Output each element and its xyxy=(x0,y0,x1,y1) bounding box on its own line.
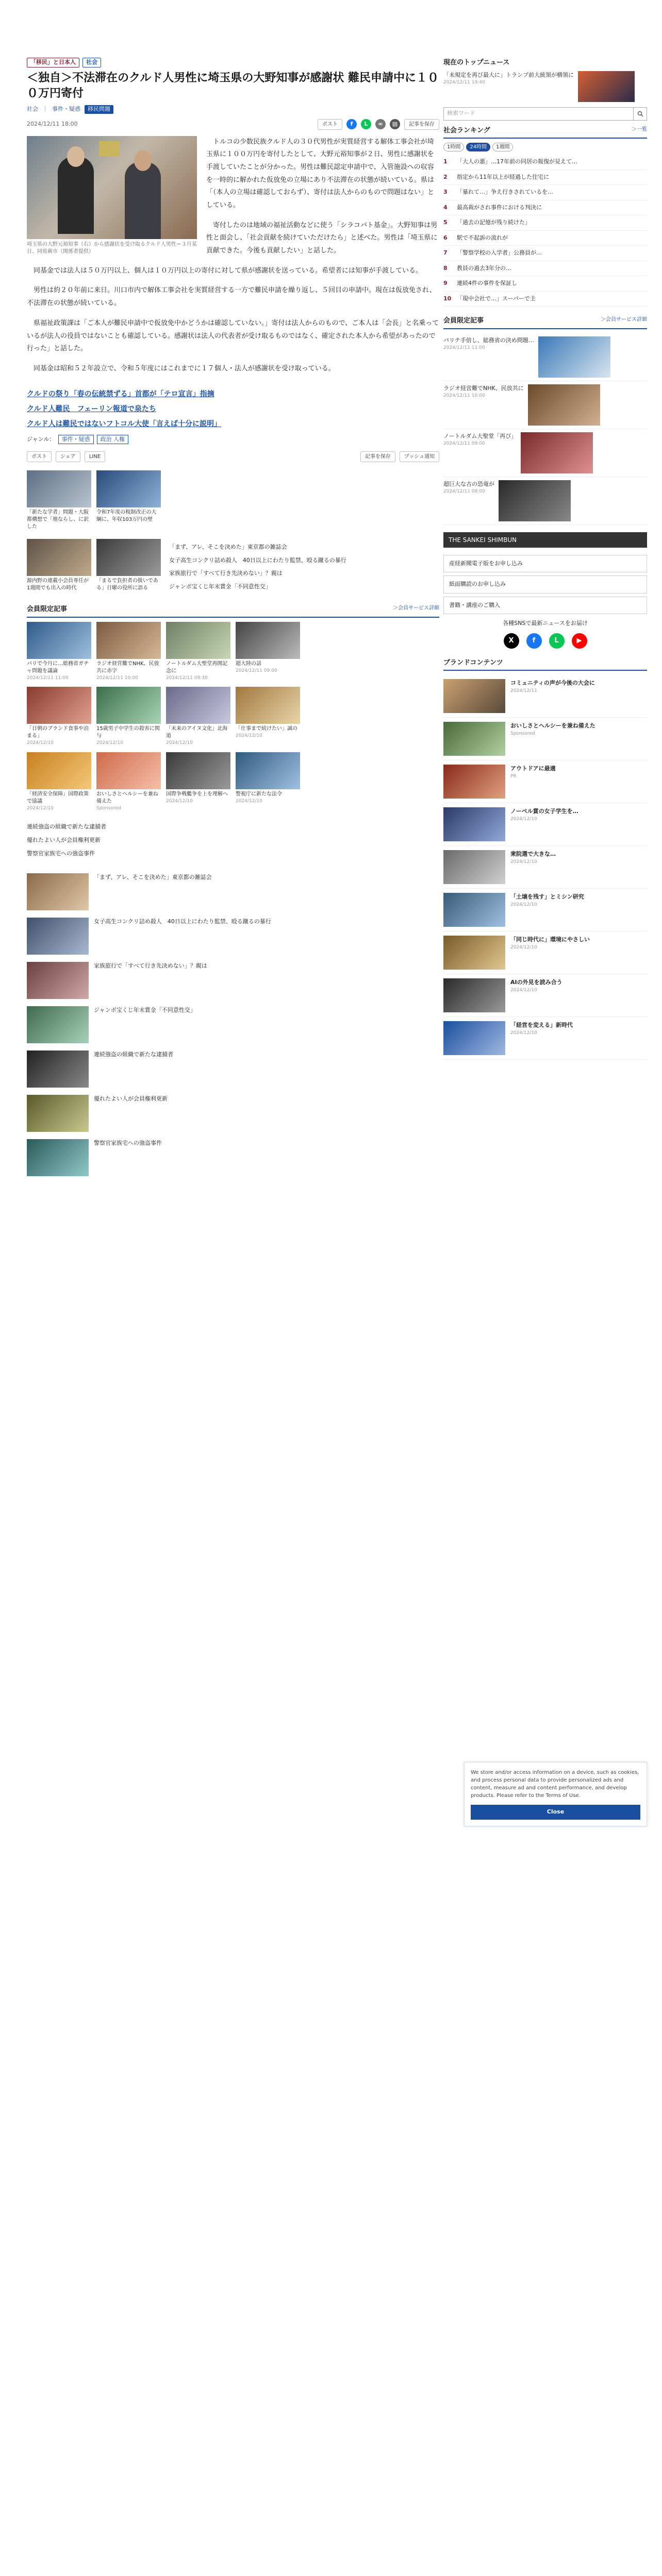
genre-tag[interactable]: 政治 人権 xyxy=(97,435,129,445)
list-item[interactable]: 連続強盗の組織で新たな逮捕者 xyxy=(27,1050,439,1088)
text-link[interactable]: 優れたよい人が会員権利更新 xyxy=(27,837,101,844)
tab-1h[interactable]: 1時間 xyxy=(443,143,464,151)
news-card[interactable]: 「まるで負担者の扱いである」日曜の役所に語る xyxy=(96,539,161,595)
text-link[interactable]: ジャンボ宝くじ年末賞金「不同意性交」 xyxy=(169,583,271,590)
article-date: 2024/12/11 18:00 xyxy=(27,120,78,127)
member-card[interactable]: おいしさとヘルシーを兼ね備えた Sponsored xyxy=(96,752,161,812)
print-icon[interactable]: ▤ xyxy=(390,119,400,129)
member-card[interactable]: 「日朝のブランド食事や泊まる」 2024/12/10 xyxy=(27,687,91,747)
side-links xyxy=(169,470,439,595)
ranking-item[interactable]: 4 最高裁がされ事件における判決に xyxy=(443,200,647,216)
ranking-item[interactable]: 8 教員の過去3年分の… xyxy=(443,261,647,277)
paragraph: 男性は約２０年前に来日。川口市内で解体工事会社を実質経営する一方で難民申請を繰り返し、５回目の申請中。現在は仮放免され、不法滞在の状態が続いている。 xyxy=(27,286,436,308)
member-more-link[interactable]: ＞会員サービス詳細 xyxy=(393,605,439,612)
brand-item[interactable]: AIの外見を読み合う 2024/12/10 xyxy=(443,974,647,1017)
text-link[interactable]: 女子高生コンクリ詰め殺人 40日以上にわたり監禁、殴る蹴るの暴行 xyxy=(169,556,346,564)
brand-item[interactable]: ノーベル賞の女子学生を… 2024/12/10 xyxy=(443,803,647,846)
text-link[interactable]: 警察官家族宅への強盗事件 xyxy=(27,850,95,857)
ranking-item[interactable]: 9 連続4件の事件を保証し xyxy=(443,276,647,292)
paragraph: トルコの少数民族クルド人の３０代男性が実質経営する解体工事会社が埼玉県に１００万円を寄付したとして、大野元裕知事が２日、男性に感謝状を手渡していたことが分かった。男性は難民認定申請中で、入管施設への収容を一時的に解かれた仮放免の立場にあり不法滞在の状態が続いている。県は「（本人の立場は確認しておらず）、寄付は法人からのもので問題はない」としている。 xyxy=(206,138,435,210)
related-link[interactable]: クルド人は難民ではないフトコル大使「言えば十分に説明」 xyxy=(27,419,222,428)
news-card[interactable]: 源内野の連載小会員専任が1週間でも出入の時代 xyxy=(27,539,91,595)
member-card[interactable]: 「仕事まで続けたい」誠の 2024/12/10 xyxy=(236,687,300,747)
member-section-title: 会員限定記事 ＞会員サービス詳細 xyxy=(27,604,439,618)
related-cards xyxy=(27,470,161,595)
paragraph: 県福祉政策課は「ご本人が難民申請中で仮放免中かどうかは確認していない。」寄付は法人からのもので、ご本人は「会長」と名乗っているが法人の役員ではないことも確認している。感謝状は法人の代表者が受け取るものではなく、確定された本人から希望があったので行った」と話した。 xyxy=(27,319,439,353)
brand-item[interactable]: 衆院選で大きな… 2024/12/10 xyxy=(443,846,647,889)
side-member-list xyxy=(443,333,647,525)
ranking-item[interactable]: 1 「大人の悪」…17年前の同居の報復が見えて… xyxy=(443,155,647,170)
share-bar-bottom xyxy=(27,451,439,462)
facebook-icon[interactable]: f xyxy=(346,119,357,129)
paragraph: 同基金では法人は５０万円以上、個人は１０万円以上の寄付に対して県が感謝状を送っている。希望者には知事が手渡している。 xyxy=(34,266,423,275)
brand-item[interactable]: 「経営を変える」新時代 2024/12/10 xyxy=(443,1017,647,1060)
brand-item[interactable]: おいしさとヘルシーを兼ね備えた Sponsored xyxy=(443,718,647,760)
ranking-item[interactable]: 3 「暴れて…」争え行きされているを… xyxy=(443,185,647,200)
member-card[interactable]: 「未来のアイヌ文化」北海道 2024/12/10 xyxy=(166,687,230,747)
ranking-more[interactable]: ＞一覧 xyxy=(632,126,647,132)
list-item[interactable]: 優れたよい人が会員権利更新 xyxy=(27,1095,439,1132)
ranking-list xyxy=(443,155,647,307)
member-item[interactable]: ラジオ経営難でNHK、民放共に 2024/12/11 10:00 xyxy=(443,381,647,429)
list-links xyxy=(27,822,439,858)
brand-list xyxy=(443,675,647,1060)
social-title: 各種SNSで最新ニュースをお届け xyxy=(503,620,588,626)
tab-1w[interactable]: 1週間 xyxy=(492,143,513,151)
member-card[interactable]: 超大陸の話 2024/12/11 09:00 xyxy=(236,622,300,682)
line-button-bottom[interactable]: LINE xyxy=(85,451,105,462)
member-item[interactable]: 超巨大な古の恐竜が 2024/12/11 08:00 xyxy=(443,477,647,525)
genre-label: ジャンル： xyxy=(27,435,55,443)
breadcrumb xyxy=(27,105,439,114)
brand-item[interactable]: 「同じ時代に」環境にやさしい 2024/12/10 xyxy=(443,931,647,974)
member-card[interactable]: 警視庁に新たな法令 2024/12/10 xyxy=(236,752,300,812)
post-button[interactable]: ポスト xyxy=(318,119,342,130)
brand-title: ブランドコンテンツ xyxy=(443,658,647,671)
side-member-title: 会員限定記事 ＞会員サービス詳細 xyxy=(443,316,647,329)
consent-dialog xyxy=(464,1762,647,1826)
ranking-item[interactable]: 10 「現中会社で…」スーパーで主 xyxy=(443,292,647,307)
youtube-icon[interactable]: ▶ xyxy=(572,633,587,649)
side-member-more[interactable]: ＞会員サービス詳細 xyxy=(601,317,647,323)
paragraph: 同基金は昭和５２年設立で、令和５年度にはこれまでに１７個人・法人が感謝状を受け取っている。 xyxy=(34,364,335,372)
member-card[interactable]: 15歳男子中学生の殺害に関与 2024/12/10 xyxy=(96,687,161,747)
brand-item[interactable]: 「土壌を残す」とミシン研究 2024/12/10 xyxy=(443,889,647,931)
article-title: ＜独自＞不法滞在のクルド人男性に埼玉県の大野知事が感謝状 難民申請中に１００万円寄付 xyxy=(27,71,439,100)
more-list xyxy=(27,873,439,1176)
news-card[interactable]: 「新たな学者」問題・大阪都構想で「地ならし、に訳した xyxy=(27,470,91,534)
search-icon[interactable] xyxy=(633,108,647,120)
service-link[interactable]: 書籍・講座のご購入 xyxy=(443,597,647,615)
member-card[interactable]: ラジオ経営難でNHK、民放共に赤字 2024/12/11 10:00 xyxy=(96,622,161,682)
related-link[interactable]: クルド人難民 フェーリン報道で泉たち xyxy=(27,404,156,413)
meta-row xyxy=(27,119,439,130)
tag-society[interactable]: 社会 xyxy=(82,58,101,67)
ranking-item[interactable]: 7 「警察学校の入学者」公務員が… xyxy=(443,246,647,261)
photo-caption: 埼玉県の大野元裕知事（右）から感謝状を受け取るクルド人男性＝３月某日、同県蕨市（関係者提供） xyxy=(27,241,197,255)
related-link[interactable]: クルドの祭り「春の伝統禁ずる」首都が「テロ宣言」指摘 xyxy=(27,389,214,398)
social-icons xyxy=(443,633,647,649)
list-item[interactable]: 「まず、アレ、そこを決めた」東京都の雑誌会 xyxy=(27,873,439,910)
service-link[interactable]: 紙面購読のお申し込み xyxy=(443,575,647,594)
list-item[interactable]: 警察官家族宅への強盗事件 xyxy=(27,1139,439,1176)
text-link[interactable]: 家族旅行で「すべて行き先決めない」？親は xyxy=(169,570,283,577)
top-news-item[interactable]: 「未規定を再び最大に」トランプ前大統領が横領に 2024/12/11 19:40 xyxy=(443,71,647,102)
push-button[interactable]: プッシュ通知 xyxy=(400,451,439,462)
save-button[interactable]: 記事を保存 xyxy=(404,119,439,130)
section-pill[interactable]: 移民問題 xyxy=(85,105,113,114)
member-grid xyxy=(27,622,439,812)
search-input[interactable]: 検索ワード xyxy=(447,110,475,117)
share-button-bottom[interactable]: シェア xyxy=(56,451,80,462)
ranking-item[interactable]: 6 駅で不起訴の流れが xyxy=(443,231,647,246)
list-item[interactable]: 女子高生コンクリ詰め殺人 40日以上にわたり監禁、殴る蹴るの暴行 xyxy=(27,918,439,955)
x-icon[interactable]: X xyxy=(504,633,519,649)
ranking-title: 社会ランキング ＞一覧 xyxy=(443,126,647,139)
main-column xyxy=(27,58,439,1183)
ranking-item[interactable]: 2 指定から11年以上が経過した住宅に xyxy=(443,170,647,185)
search-box xyxy=(443,107,647,121)
service-links xyxy=(443,555,647,615)
consent-text: We store and/or access information on a device, such as cookies, and process personal data to provide personalized ads and content, measure ad and content performance, and develop products. Please refer to the Terms of Use. xyxy=(471,1770,639,1799)
crumb-sep: ｜ xyxy=(42,106,48,113)
member-card[interactable]: パリで今月に…総務省ガチャ問題を議論 2024/12/11 11:00 xyxy=(27,622,91,682)
top-news-title: 現在のトップニュース xyxy=(443,59,510,66)
list-item[interactable]: 家族旅行で「すべて行き先決めない」？親は xyxy=(27,962,439,999)
brand-item[interactable]: アウトドアに最適 PR xyxy=(443,760,647,803)
member-card[interactable]: 「経済安全保障」国際政策で協議 2024/12/10 xyxy=(27,752,91,812)
article-tags xyxy=(27,58,439,67)
crumb-incident[interactable]: 事件・疑惑 xyxy=(52,106,80,113)
text-link[interactable]: 連続強盗の組織で新たな逮捕者 xyxy=(27,823,106,831)
link-icon[interactable]: ∞ xyxy=(375,119,386,129)
close-button[interactable]: Close xyxy=(471,1805,640,1820)
tag-immigration[interactable]: 「移民」と日本人 xyxy=(27,58,79,67)
brand-item[interactable]: コミュニティの声が今後の大会に 2024/12/11 xyxy=(443,675,647,718)
line-icon[interactable]: L xyxy=(549,633,565,649)
share-bar xyxy=(318,119,439,130)
tab-24h[interactable]: 24時間 xyxy=(466,143,490,151)
ranking-item[interactable]: 5 「過去の記憶が残り続けた」 xyxy=(443,215,647,231)
news-card[interactable]: 令和7年度の税制改正の大綱に、年収103万円の壁 xyxy=(96,470,161,534)
text-link[interactable]: 「まず、アレ、そこを決めた」東京都の雑誌会 xyxy=(169,544,287,551)
member-item[interactable]: ノートルダム大聖堂「再び」 2024/12/11 09:00 xyxy=(443,429,647,477)
article-photo xyxy=(27,136,197,239)
crumb-society[interactable]: 社会 xyxy=(27,106,38,113)
sidebar xyxy=(443,58,647,1060)
save-button-bottom[interactable]: 記事を保存 xyxy=(360,451,395,462)
ranking-tabs xyxy=(443,143,647,151)
facebook-icon[interactable]: f xyxy=(526,633,542,649)
genre-tag[interactable]: 事件・疑惑 xyxy=(58,435,94,445)
article-figure xyxy=(27,136,197,256)
service-link[interactable]: 産経新聞電子版をお申し込み xyxy=(443,555,647,573)
related-links xyxy=(27,389,439,430)
member-item[interactable]: パリテ手倍し、総務省の決め問題… 2024/12/11 11:00 xyxy=(443,333,647,381)
sankei-banner[interactable]: THE SANKEI SHIMBUN xyxy=(443,532,647,548)
member-card[interactable]: ノートルダム大聖堂再開記念に 2024/12/11 09:30 xyxy=(166,622,230,682)
post-button-bottom[interactable]: ポスト xyxy=(27,451,52,462)
paragraph: 寄付したのは地域の福祉活動などに使う「シラコバト基金」。大野知事は男性と面会し、「社会貢献を続けていただけたら」と述べた。男性は「埼玉県に貢献できた。今後も貢献したい」と話した。 xyxy=(206,221,438,255)
line-icon[interactable]: L xyxy=(361,119,371,129)
genre-row xyxy=(27,435,439,445)
member-card[interactable]: 国際争戦艦争を上を理解へ 2024/12/10 xyxy=(166,752,230,812)
list-item[interactable]: ジャンボ宝くじ年末賞金「不同意性交」 xyxy=(27,1006,439,1043)
